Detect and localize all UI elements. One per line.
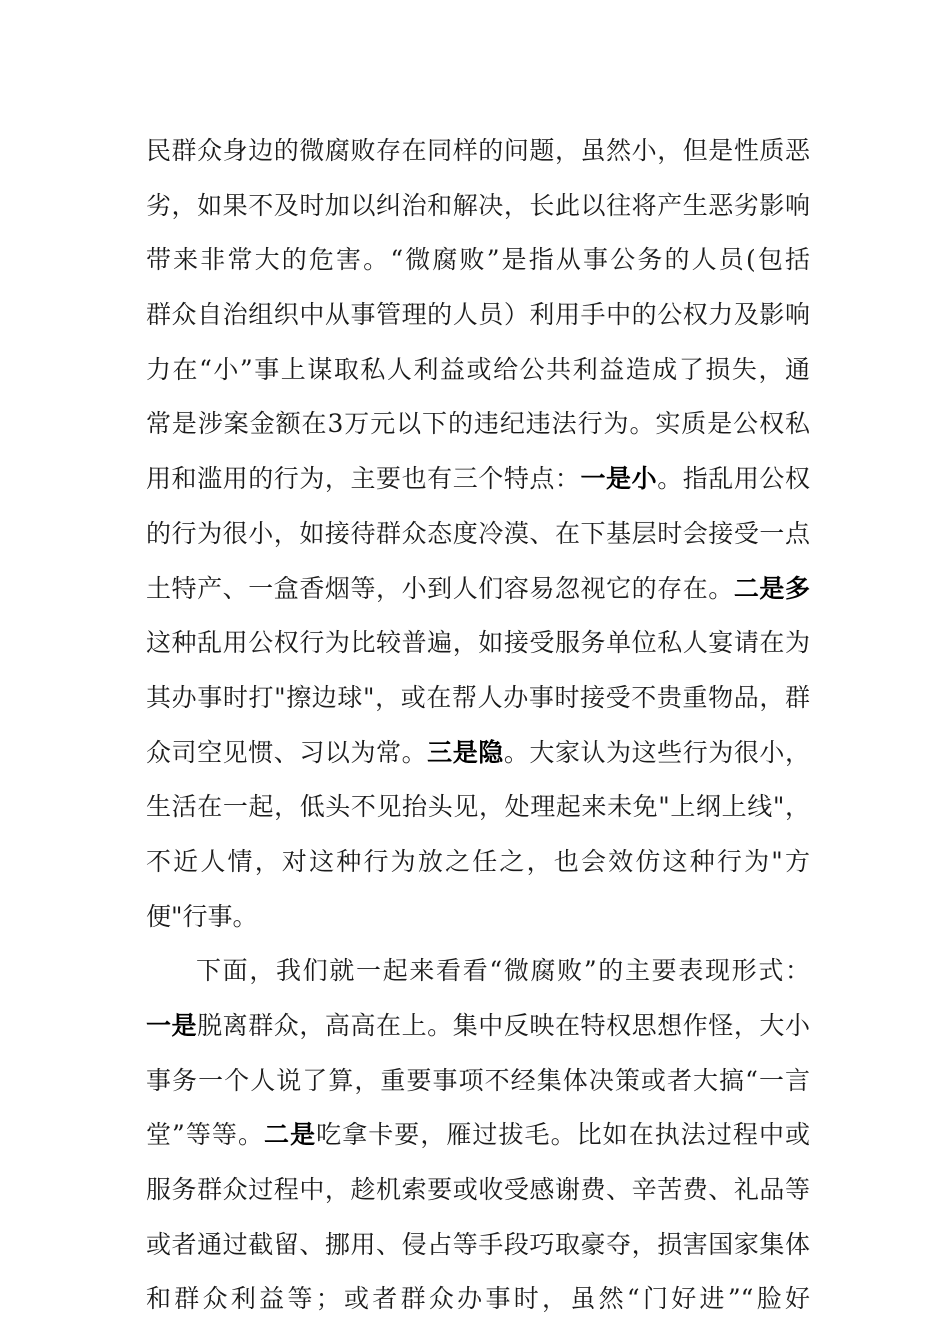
text-line bbox=[146, 671, 810, 726]
text-segment: 服务群众过程中，趁机索要或收受感谢费、辛苦费、礼品等 bbox=[146, 1175, 810, 1205]
text-line bbox=[146, 835, 810, 890]
text-segment: 群众自治组织中从事管理的人员）利用手中的公权力及影响 bbox=[146, 300, 810, 330]
text-segment: 生活在一起，低头不见抬头见，处理起来未免"上纲上线"， bbox=[146, 792, 810, 822]
text-line bbox=[146, 288, 810, 343]
text-segment: 用和滥用的行为，主要也有三个特点： bbox=[146, 464, 581, 494]
text-segment: 土特产、一盒香烟等，小到人们容易忽视它的存在。 bbox=[146, 573, 734, 603]
text-line bbox=[146, 124, 810, 179]
text-segment: 民群众身边的微腐败存在同样的问题，虽然小，但是性质恶 bbox=[146, 136, 810, 165]
emphasis-text: 二是 bbox=[264, 1120, 317, 1150]
text-line bbox=[146, 343, 810, 398]
text-segment: 劣，如果不及时加以纠治和解决，长此以往将产生恶劣影响 bbox=[146, 190, 810, 220]
text-line bbox=[146, 780, 810, 835]
text-segment: 不近人情，对这种行为放之任之，也会效仿这种行为"方 bbox=[146, 846, 810, 876]
text-segment: 力在“小”事上谋取私人利益或给公共利益造成了损失，通 bbox=[146, 354, 810, 384]
text-segment: 的行为很小，如接待群众态度冷漠、在下基层时会接受一点 bbox=[146, 518, 810, 548]
text-line bbox=[146, 1108, 810, 1163]
text-line bbox=[146, 1163, 810, 1218]
body-text bbox=[146, 124, 810, 1327]
emphasis-text: 一是 bbox=[146, 1011, 198, 1040]
text-segment: 常是涉案金额在3万元以下的违纪违法行为。实质是公权私 bbox=[146, 409, 810, 439]
text-line bbox=[146, 562, 810, 617]
text-line bbox=[146, 397, 810, 452]
text-line bbox=[146, 1054, 810, 1109]
emphasis-text: 一是小 bbox=[580, 464, 658, 494]
text-line bbox=[146, 616, 810, 671]
text-segment: 其办事时打"擦边球"，或在帮人办事时接受不贵重物品，群 bbox=[146, 682, 810, 712]
text-segment: 事务一个人说了算，重要事项不经集体决策或者大搞“一言 bbox=[146, 1065, 810, 1095]
text-line bbox=[146, 999, 810, 1054]
emphasis-text: 三是隐 bbox=[427, 737, 504, 767]
text-segment: 带来非常大的危害。“微腐败”是指从事公务的人员(包括 bbox=[146, 245, 810, 275]
text-line bbox=[146, 507, 810, 562]
text-line bbox=[146, 944, 810, 999]
text-segment: 众司空见惯、习以为常。 bbox=[146, 737, 428, 767]
text-line bbox=[146, 1272, 810, 1327]
text-segment: 便"行事。 bbox=[146, 901, 258, 931]
text-line bbox=[146, 179, 810, 234]
text-segment: 下面，我们就一起来看看“微腐败”的主要表现形式： bbox=[196, 956, 810, 986]
text-segment: 和群众利益等；或者群众办事时，虽然“门好进”“脸好 bbox=[146, 1284, 810, 1314]
text-line bbox=[146, 890, 810, 945]
text-line bbox=[146, 452, 810, 507]
text-segment: 或者通过截留、挪用、侵占等手段巧取豪夺，损害国家集体 bbox=[146, 1229, 810, 1259]
text-segment: 这种乱用公权行为比较普遍，如接受服务单位私人宴请在为 bbox=[146, 628, 810, 658]
emphasis-text: 二是多 bbox=[733, 573, 810, 603]
text-segment: 。指乱用公权 bbox=[657, 464, 810, 494]
text-line bbox=[146, 233, 810, 288]
text-segment: 堂”等等。 bbox=[146, 1120, 265, 1150]
text-segment: 吃拿卡要，雁过拔毛。比如在执法过程中或 bbox=[316, 1120, 810, 1150]
text-segment: 。大家认为这些行为很小， bbox=[503, 737, 810, 767]
text-line bbox=[146, 1218, 810, 1273]
text-segment: 脱离群众，高高在上。集中反映在特权思想作怪，大小 bbox=[197, 1011, 810, 1040]
text-line bbox=[146, 726, 810, 781]
